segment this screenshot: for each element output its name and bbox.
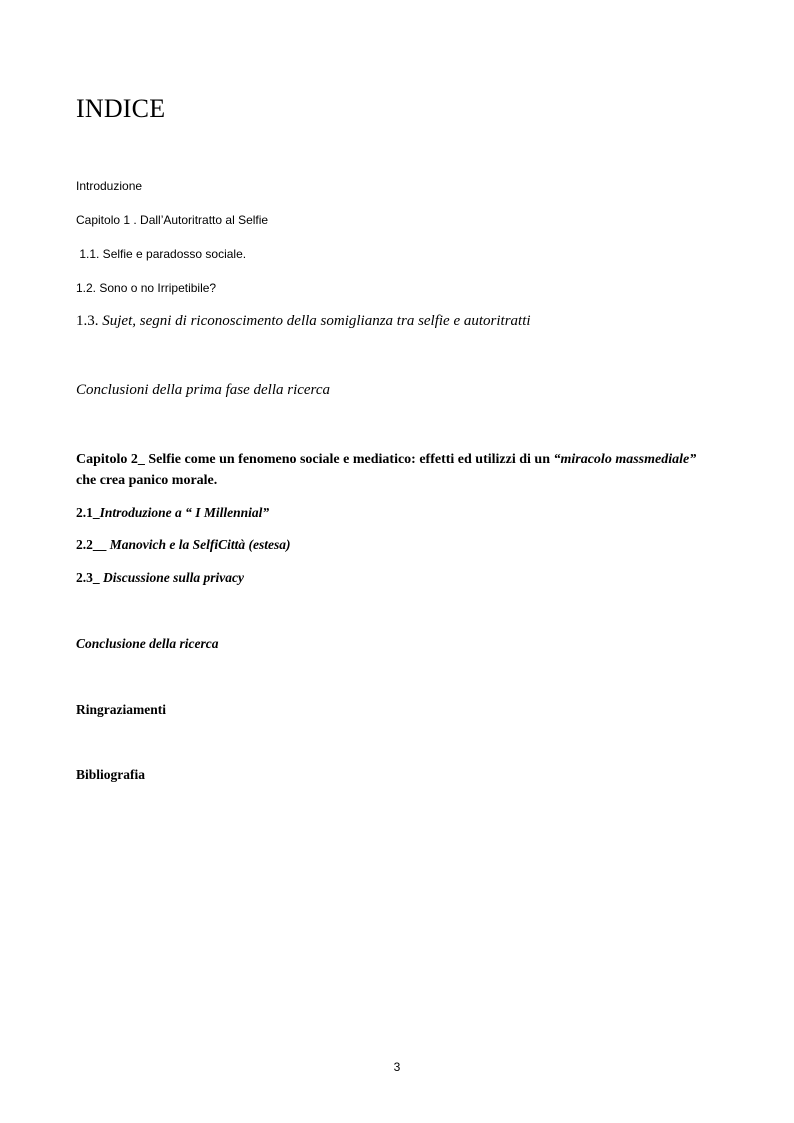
toc-item-2-2-title: Manovich e la SelfiCittà (estesa) — [109, 537, 291, 552]
page-title: INDICE — [76, 94, 166, 123]
toc-item-capitolo-2-part-1: Capitolo 2_ Selfie come un fenomeno sociale e mediatico: effetti ed utilizzi di un — [76, 452, 554, 467]
toc-item-2-1 — [76, 505, 269, 521]
toc-item-bibliografia: Bibliografia — [76, 767, 146, 782]
toc-item-ringraziamenti: Ringraziamenti — [76, 702, 166, 717]
toc-item-2-3 — [76, 570, 244, 586]
toc-item-capitolo-1: Capitolo 1 . Dall’Autoritratto al Selfie — [76, 213, 269, 227]
toc-item-capitolo-2 — [76, 449, 716, 491]
toc-item-1-1: 1.1. Selfie e paradosso sociale. — [76, 247, 247, 261]
toc-item-1-3-number: 1.3. — [76, 313, 103, 329]
toc-item-2-1-title: Introduzione a “ I Millennial” — [99, 505, 270, 520]
toc-item-capitolo-2-part-3: che crea panico morale. — [76, 473, 218, 488]
toc-item-1-3 — [76, 313, 531, 330]
page-number: 3 — [393, 1060, 401, 1074]
toc-item-2-2-number: 2.2__ — [76, 537, 110, 552]
toc-item-2-2 — [76, 537, 290, 553]
toc-item-introduzione: Introduzione — [76, 179, 143, 193]
toc-item-2-3-title: Discussione sulla privacy — [103, 570, 245, 585]
toc-item-2-1-number: 2.1_ — [76, 505, 100, 520]
toc-item-conclusioni-prima-fase: Conclusioni della prima fase della ricerca — [76, 382, 330, 398]
toc-item-1-2: 1.2. Sono o no Irripetibile? — [76, 281, 217, 295]
toc-item-1-3-title: Sujet, segni di riconoscimento della somiglianza tra selfie e autoritratti — [102, 313, 531, 329]
toc-item-capitolo-2-part-2: “miracolo massmediale” — [553, 452, 697, 467]
toc-item-conclusione-ricerca: Conclusione della ricerca — [76, 636, 219, 651]
toc-item-2-3-number: 2.3_ — [76, 570, 103, 585]
